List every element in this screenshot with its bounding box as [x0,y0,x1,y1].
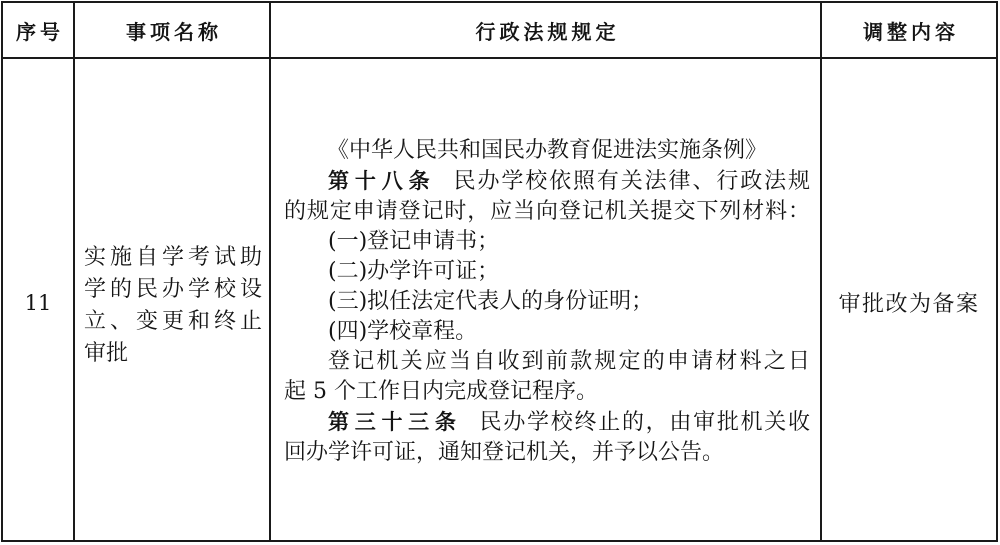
header-regulation-label: 行政法规规定 [475,19,620,44]
item-name [84,242,262,370]
row-index-cell [3,59,75,540]
adjustment-text: 审批改为备案 [838,292,980,317]
regulation-line [284,407,810,438]
regulation-line: 起 5 个工作日内完成登记程序。 [284,378,598,404]
item-name-line: 审批 [84,340,129,366]
header-item-name-label: 事项名称 [126,19,222,44]
regulation-line: 回办学许可证，通知登记机关，并予以公告。 [284,439,725,465]
article-text: 民办学校终止的，由审批机关收 [479,409,810,435]
row-index: 11 [24,290,52,315]
regulation-line: 登记机关应当自收到前款规定的申请材料之日 [328,348,810,374]
header-index-label: 序号 [16,19,64,44]
regulation-line: (一)登记申请书； [328,228,500,254]
item-name-line: 实施自学考试助 [84,244,262,270]
header-index [3,3,75,59]
item-name-line: 学的民办学校设 [84,276,262,302]
regulation-line: (四)学校章程。 [328,318,478,344]
item-name-line: 立、变更和终止 [84,308,262,334]
regulation-cell [271,59,822,540]
header-regulation [271,3,822,59]
regulation-line: (三)拟任法定代表人的身份证明； [328,288,654,314]
adjustment-cell [822,59,996,540]
article-number: 第十八条 [328,168,436,193]
regulation-text [284,136,810,468]
article-number: 第三十三条 [328,409,462,434]
regulation-line: (二)办学许可证； [328,258,500,284]
item-name-cell [75,59,271,540]
header-item-name [75,3,271,59]
regulation-line: 的规定申请登记时，应当向登记机关提交下列材料： [284,198,810,224]
article-text: 民办学校依照有关法律、行政法规 [453,168,810,194]
regulation-title: 《中华人民共和国民办教育促进法实施条例》 [326,137,767,163]
header-adjustment [822,3,996,59]
regulation-adjustment-table [1,1,998,542]
header-adjustment-label: 调整内容 [863,19,959,44]
regulation-line [284,166,810,197]
